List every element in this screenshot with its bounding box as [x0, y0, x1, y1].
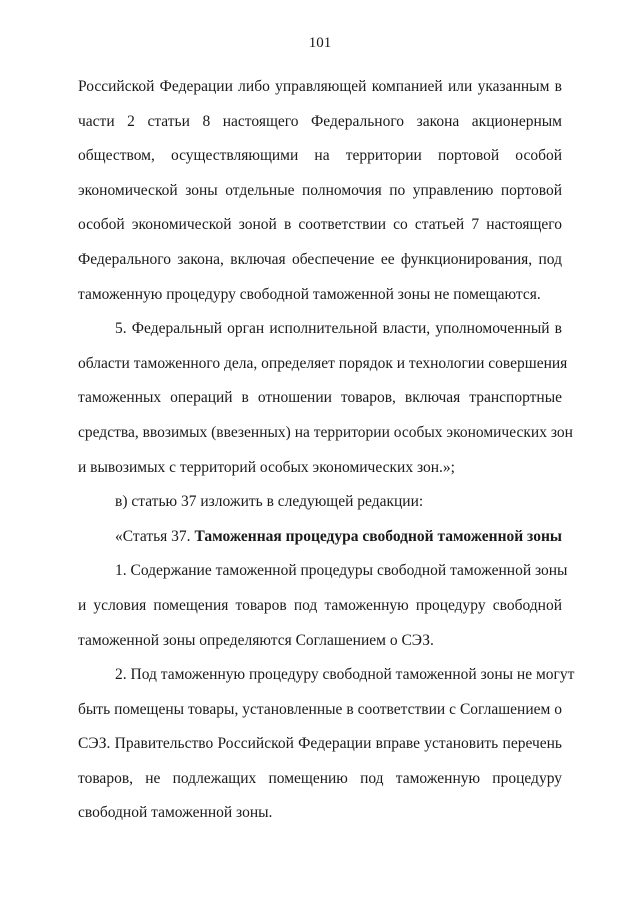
- clause-2-first-line: 2. Под таможенную процедуру свободной таможенной зоны не могут: [115, 666, 575, 684]
- text-line: таможенных операций в отношении товаров, включая транспортные: [78, 389, 562, 407]
- text-line: СЭЗ. Правительство Российской Федерации вправе установить перечень: [78, 735, 562, 753]
- text-line: экономической зоны отдельные полномочия по управлению портовой: [78, 181, 562, 199]
- text-line: части 2 статьи 8 настоящего Федерального закона акционерным: [78, 112, 562, 130]
- article-heading: [78, 520, 562, 555]
- text-line: Российской Федерации либо управляющей компанией или указанным в: [78, 78, 562, 95]
- text-line: обществом, осуществляющими на территории портовой особой: [78, 147, 562, 165]
- text-line: товаров, не подлежащих помещению под таможенную процедуру: [78, 769, 562, 787]
- text-line: средства, ввозимых (ввезенных) на территории особых экономических зон: [78, 423, 573, 441]
- text-line: и вывозимых с территорий особых экономических зон.»;: [78, 458, 455, 476]
- paragraph-5-first-line: 5. Федеральный орган исполнительной власти, уполномоченный в: [115, 320, 562, 338]
- text-line: и условия помещения товаров под таможенную процедуру свободной: [78, 596, 562, 614]
- document-body: [78, 70, 575, 831]
- text-line: быть помещены товары, установленные в соответствии с Соглашением о: [78, 700, 562, 718]
- text-line: особой экономической зоной в соответствии со статьей 7 настоящего: [78, 216, 562, 234]
- text-line: таможенной зоны определяются Соглашением о СЭЗ.: [78, 631, 434, 649]
- article-title: Таможенная процедура свободной таможенной зоны: [194, 527, 562, 545]
- clause-1-first-line: 1. Содержание таможенной процедуры свободной таможенной зоны: [115, 562, 568, 580]
- text-line: Федерального закона, включая обеспечение ее функционирования, под: [78, 250, 562, 268]
- article-number: «Статья 37.: [115, 527, 191, 545]
- text-line: свободной таможенной зоны.: [78, 804, 273, 822]
- text-line: области таможенного дела, определяет порядок и технологии совершения: [78, 354, 568, 372]
- text-line: таможенную процедуру свободной таможенной зоны не помещаются.: [78, 285, 541, 303]
- page-number: 101: [308, 35, 332, 51]
- amendment-intro: в) статью 37 изложить в следующей редакции:: [115, 493, 424, 511]
